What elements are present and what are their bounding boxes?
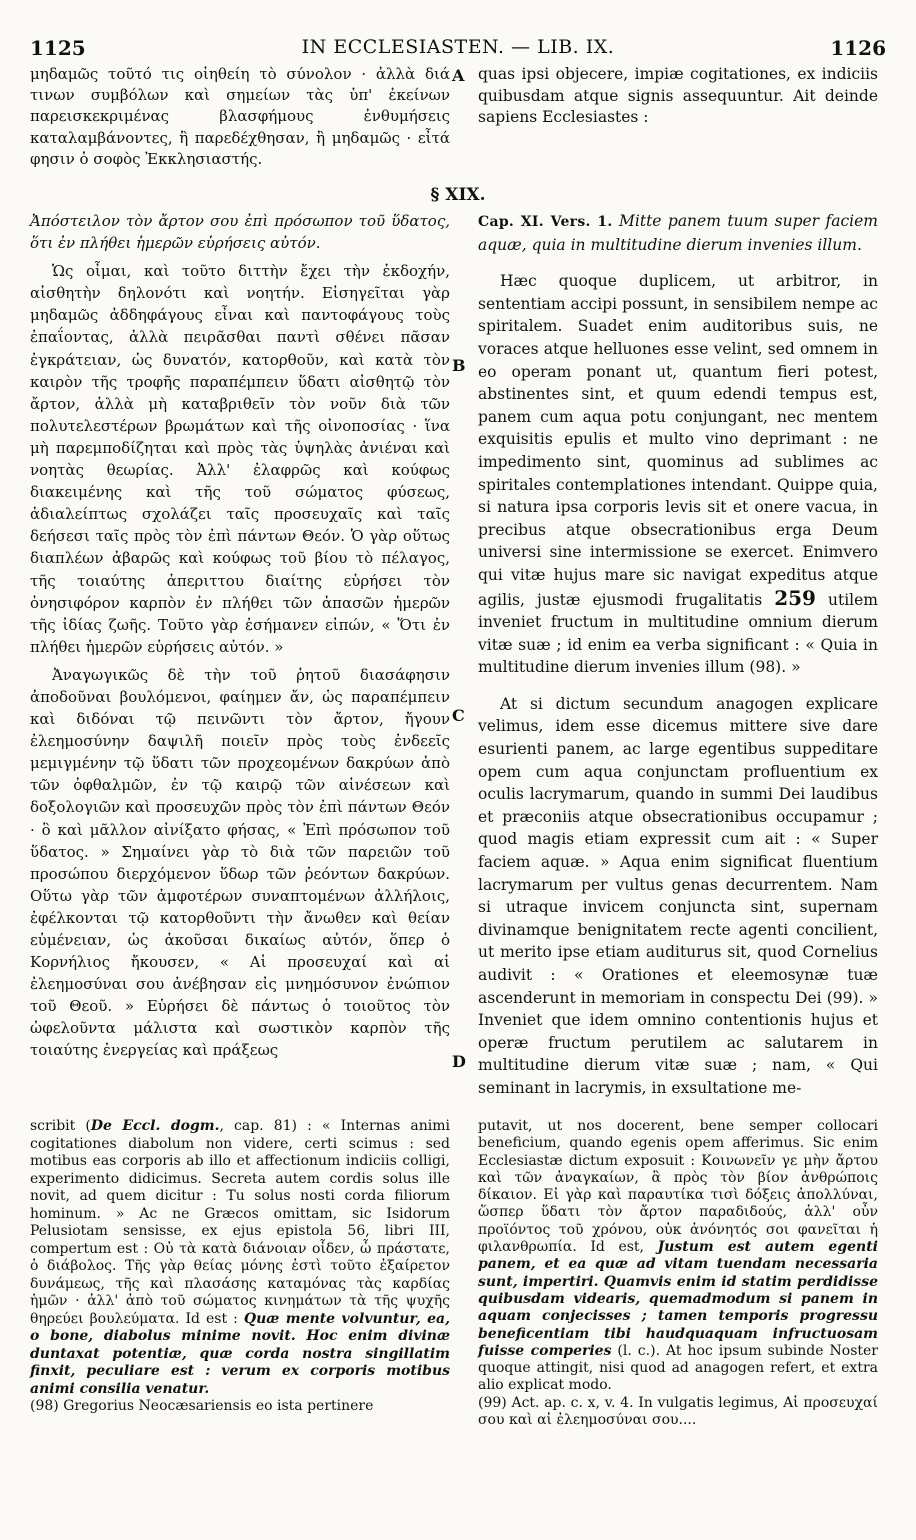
running-title: IN ECCLESIASTEN. — LIB. IX. bbox=[301, 36, 615, 58]
latin-paragraph-1a: Hæc quoque duplicem, ut arbitror, in sententiam accipi possunt, in sensibilem nempe ac spiritalem. Suadet enim auditoribus suis, ne voraces atque helluones esse velint, sed omnem in eo operam ponant ut, quantum fieri potest, abstinentes sint, et quum edendi tempus est, panem cum aqua potu conjungant, nec mentem exquisitis epulis et multo vino deprimant : ne impedimento sint, quominus ad sublimes ac spiritales contemplationes intendant. Quippe quia, si natura ipsa corporis levis sit et onere vacua, in precibus atque obsecrationibus erga Deum universi sine intermissione se exercet. Enimvero qui vitæ hujus mare sic navigat expeditus atque agilis, justæ ejusmodi frugalitatis bbox=[478, 272, 878, 609]
note-left-pre: scribit ( bbox=[30, 1118, 91, 1134]
running-header bbox=[30, 36, 886, 62]
margin-letter-a: A bbox=[452, 66, 465, 85]
greek-column-main bbox=[30, 210, 450, 1062]
verse-reference: Cap. XI. Vers. 1. bbox=[478, 214, 613, 230]
footnotes-left bbox=[30, 1118, 450, 1416]
note-right-post: (l. c.). At hoc ipsum subinde Noster quoque attingit, nisi quod ad anagogen refert, et extra alio explicat modo. bbox=[478, 1342, 878, 1394]
footnote-99: (99) Act. ap. c. x, v. 4. In vulgatis legimus, Αἱ προσευχαί σου καὶ αἱ ἐλεημοσύναι σου.... bbox=[478, 1394, 878, 1429]
note-left-ref: De Eccl. dogm. bbox=[90, 1118, 220, 1134]
footnote-right-body bbox=[478, 1118, 878, 1395]
greek-continuation: μηδαμῶς τοῦτό τις οἰηθείη τὸ σύνολον · ἀλλὰ διά τινων συμβόλων καὶ σημείων τὰς ὑπ' ἐκείνων παρεισκεκριμένας βλασφήμους ἐνθυμήσεις καταλαμβάνοντες, ἢ παρεδέχθησαν, ἢ μηδαμῶς · εἶτά φησιν ὁ σοφὸς Ἐκκλησιαστής. bbox=[30, 65, 450, 168]
page-number-left: 1125 bbox=[30, 36, 86, 60]
greek-column-top bbox=[30, 64, 450, 170]
note-right-pre: putavit, ut nos docerent, bene semper collocari beneficium, quando egenis opem afferimus. Sic enim Ecclesiastæ dictum exposuit : Κοινωνεῖν γε μὴν ἄρτου καὶ τῶν ἀναγκαίων, ἃ πρὸς τὸν βίον ἀνθρώποις δίκαιον. Εἰ γὰρ καὶ παραυτίκα τισὶ δόξεις ἀπολλύναι, ὥσπερ ὕδατι τὸν ἄρτον παραδιδούς, ἀλλ' οὖν προϊόντος τοῦ χρόνου, οὐκ ἀνόνητός σοι φανεῖται ἡ φιλανθρωπία. Id est, bbox=[478, 1118, 878, 1256]
latin-paragraph-2: At si dictum secundum anagogen explicare velimus, idem esse dicemus mittere sive dare esurienti panem, ac large egentibus suppeditare opem cum aqua conjunctam profluentium ex oculis lacrymarum, quando in summi Dei laudibus et præconiis atque obsecrationibus occupamur ; quod magis etiam expressit cum ait : « Super faciem aquæ. » Aqua enim significat fluentium lacrymarum per vultus genas decurrentem. Nam si utraque invicem conjuncta sint, supernam divinamque benignitatem recte agenti concilient, ut merito ipse etiam auditurus sit, quod Cornelius audivit : « Orationes et eleemosynæ tuæ ascenderunt in memoriam in conspectu Dei (99). » Inveniet que idem omnino contentionis hujus et operæ fructum perutilem ac salutarem in multitudine dierum vitæ suæ ; nam, « Qui seminant in lacrymis, in exsultatione me- bbox=[478, 694, 878, 1097]
footnote-left-body bbox=[30, 1118, 450, 1398]
latin-column-main bbox=[478, 210, 878, 1100]
footnotes-right bbox=[478, 1118, 878, 1429]
note-right-italic: Justum est autem egenti panem, et ea quæ ad vitam tuendam necessaria sunt, impertiri. Quamvis enim id statim perdidisse quibusdam videaris, quemadmodum si panem in aquam conjecisses ; tamen temporis progressu beneficentiam tibi haudquaquam infructuosam fuisse comperies bbox=[478, 1239, 878, 1359]
latin-paragraph-1b: utilem inveniet fructum in multitudine omnium dierum vitæ suæ ; id enim ea verba significant : « Quia in multitudine dierum invenies illum (98). » bbox=[478, 590, 878, 677]
latin-lemma bbox=[478, 210, 878, 256]
latin-continuation: quas ipsi objecere, impiæ cogitationes, ex indiciis quibusdam atque signis assequuntur. Ait deinde sapiens Ecclesiastes : bbox=[478, 65, 878, 126]
greek-paragraph-2: Ἀναγωγικῶς δὲ τὴν τοῦ ῥητοῦ διασάφησιν ἀποδοῦναι βουλόμενοι, φαίημεν ἄν, ὡς παραπέμπειν καὶ διδόναι τῷ πεινῶντι τὸν ἄρτον, ἤγουν ἐλεημοσύνην δαψιλῆ ποιεῖν πρὸς τοὺς ἐνδεεῖς μεμιγμένην τῷ ὕδατι τῶν προχεομένων δακρύων ἀπὸ τῶν ὀφθαλμῶν, ἐν τῷ καιρῷ τῶν αἰνέσεων καὶ δοξολογιῶν καὶ προσευχῶν πρὸς τὸν ἐπὶ πάντων Θεόν · ὃ καὶ μᾶλλον αἰνίξατο φήσας, « Ἐπὶ πρόσωπον τοῦ ὕδατος. » Σημαίνει γὰρ τὸ διὰ τῶν παρειῶν τοῦ προσώπου διερχόμενον ὕδωρ τῶν ῥεόντων δακρύων. Οὕτω γὰρ τῶν ἀμφοτέρων συναπτομένων ἀλλήλοις, ἐφέλκονται τῷ κατορθοῦντι τὴν ἄνωθεν καὶ θείαν εὐμένειαν, ὡς ἀκοῦσαι δικαίως αὐτόν, ὅπερ ὁ Κορνήλιος ἤκουσεν, « Αἱ προσευχαί καὶ αἱ ἐλεημοσύναι σου ἀνέβησαν εἰς μνημόσυνον ἐνώπιον τοῦ Θεοῦ. » Εὑρήσει δὲ πάντως ὁ τοιοῦτος τὸν ὠφελοῦντα μάλιστα καὶ σωστικὸν καρπὸν τῆς τοιαύτης ἐνεργείας καὶ πράξεως bbox=[30, 665, 450, 1060]
greek-paragraph-1: Ὡς οἶμαι, καὶ τοῦτο διττὴν ἔχει τὴν ἐκδοχήν, αἰσθητὴν δηλονότι καὶ νοητήν. Εἰσηγεῖται γὰρ μηδαμῶς ἀδδηφάγους εἶναι καὶ παντοφάγους τοὺς ἐπαΐοντας, ἀλλὰ πειρᾶσθαι παντὶ σθένει πᾶσαν ἐγκράτειαν, ὡς δυνατόν, κατορθοῦν, καὶ κατὰ τὸν καιρὸν τῆς τροφῆς παραπέμπειν ὕδατι αἰσθητῷ τὸν ἄρτον, ἀλλὰ μὴ καταβριθεῖν τὸν νοῦν διὰ τῶν πολυτελεστέρων βρωμάτων καὶ τῆς οἰνοποσίας · ἵνα μὴ παρεμποδίζηται καὶ πρὸς τὰς ὑψηλὰς ἀνιέναι καὶ νοητὰς θεωρίας. Ἀλλ' ἐλαφρῶς καὶ κούφως διακειμένης καὶ τῆς τοῦ σώματος φύσεως, ἀδιαλείπτως σχολάζει ταῖς προσευχαῖς καὶ ταῖς δεήσεσι ταῖς πρὸς τὸν ἐπὶ πάντων Θεόν. Ὁ γὰρ οὕτως διαπλέων ἀβαρῶς καὶ κούφως τοῦ βίου τὸ πέλαγος, τῆς τοιαύτης ἀπεριττου διαίτης εὑρήσει τὸν ὀνησιφόρον καρπὸν ἐν πλήθει τῶν ἁπασῶν ἡμερῶν τῆς ἰδίας ζωῆς. Τοῦτο γὰρ ἐσήμανεν εἰπών, « Ὅτι ἐν πλήθει ἡμερῶν εὑρήσεις αὐτόν. » bbox=[30, 262, 450, 656]
latin-column-top bbox=[478, 64, 878, 129]
footnote-98: (98) Gregorius Neocæsariensis eo ista pertinere bbox=[30, 1398, 374, 1414]
note-left-italic: Quæ mente volvuntur, ea, o bone, diabolus minime novit. Hoc enim divinæ duntaxat potentiæ, quæ corda nostra singillatim finxit, peculiare est : verum ex corporis motibus animi consilia venatur. bbox=[30, 1310, 451, 1397]
latin-lemma-text: Mitte panem tuum super faciem aquæ, quia in multitudine dierum invenies illum. bbox=[478, 212, 878, 254]
section-heading: § XIX. bbox=[430, 185, 486, 205]
margin-letter-c: C bbox=[452, 706, 465, 725]
note-left-mid: , cap. 81) : « Internas animi cogitationes diabolum non videre, certi scimus : sed motibus eas corporis ab illo et affectionum indiciis colligi, experimento didicimus. Secreta autem cordis solus ille novit, ad quem dicitur : Tu solus nosti corda filiorum hominum. » Ac ne Græcos omittam, sic Isidorum Pelusiotam sensisse, ex ejus epistola 56, libri III, compertum est : Οὐ τὰ κατὰ διάνοιαν οἶδεν, ὦ πράστατε, ὁ διάβολος. Τῆς γὰρ θείας μόνης ἐστὶ τοῦτο ἐξαίρετον δυνάμεως, τῆς καὶ πλασάσης καταμόνας τὰς καρδίας ἡμῶν · ἀλλ' ἀπὸ τοῦ σώματος κινημάτων τὰ τῆς ψυχῆς θηρεύει βουλεύματα. Id est : bbox=[30, 1118, 450, 1327]
page-number-right: 1126 bbox=[830, 36, 886, 60]
latin-paragraph-1 bbox=[478, 270, 878, 679]
column-number: 259 bbox=[774, 585, 816, 610]
greek-lemma: Ἀπόστειλον τὸν ἄρτον σου ἐπὶ πρόσωπον τοῦ ὕδατος, ὅτι ἐν πλήθει ἡμερῶν εὑρήσεις αὐτόν. bbox=[30, 212, 450, 253]
margin-letter-b: B bbox=[452, 356, 466, 375]
margin-letter-d: D bbox=[452, 1052, 466, 1071]
